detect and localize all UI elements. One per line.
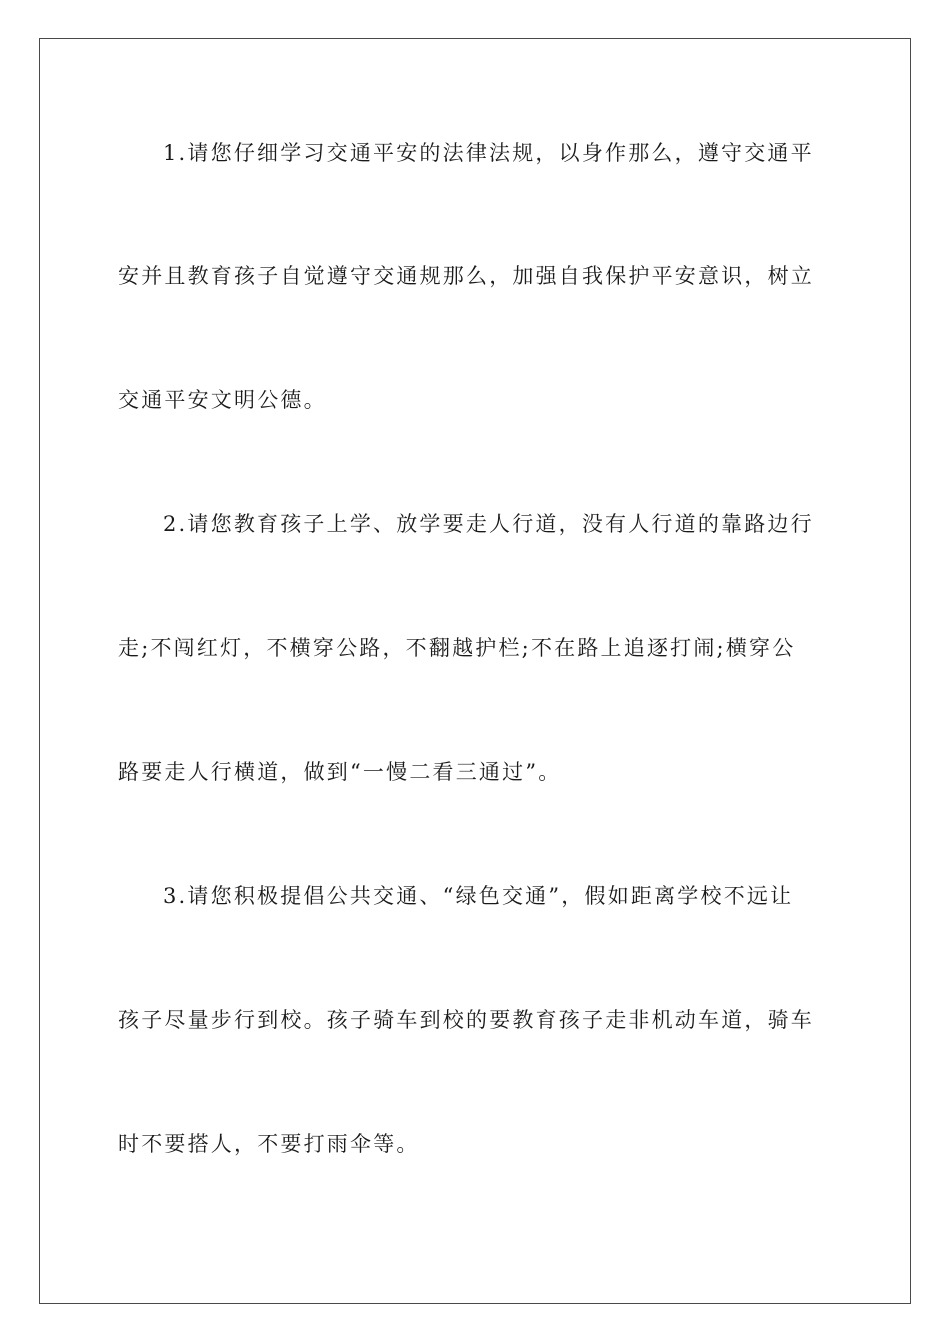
page-border [39,38,911,1304]
text-line: 2.请您教育孩子上学、放学要走人行道，没有人行道的靠路边行 [163,512,814,536]
text-line: 3.请您积极提倡公共交通、“绿色交通”，假如距离学校不远让 [163,884,794,908]
text-line: 1.请您仔细学习交通平安的法律法规，以身作那么，遵守交通平 [163,141,814,165]
text-line: 孩子尽量步行到校。孩子骑车到校的要教育孩子走非机动车道，骑车 [118,1008,814,1032]
text-line: 走;不闯红灯，不横穿公路，不翻越护栏;不在路上追逐打闹;横穿公 [118,636,796,660]
text-line: 路要走人行横道，做到“一慢二看三通过”。 [118,760,562,784]
text-line: 交通平安文明公德。 [118,388,327,412]
text-line: 时不要搭人，不要打雨伞等。 [118,1132,420,1156]
text-line: 安并且教育孩子自觉遵守交通规那么，加强自我保护平安意识，树立 [118,264,814,288]
